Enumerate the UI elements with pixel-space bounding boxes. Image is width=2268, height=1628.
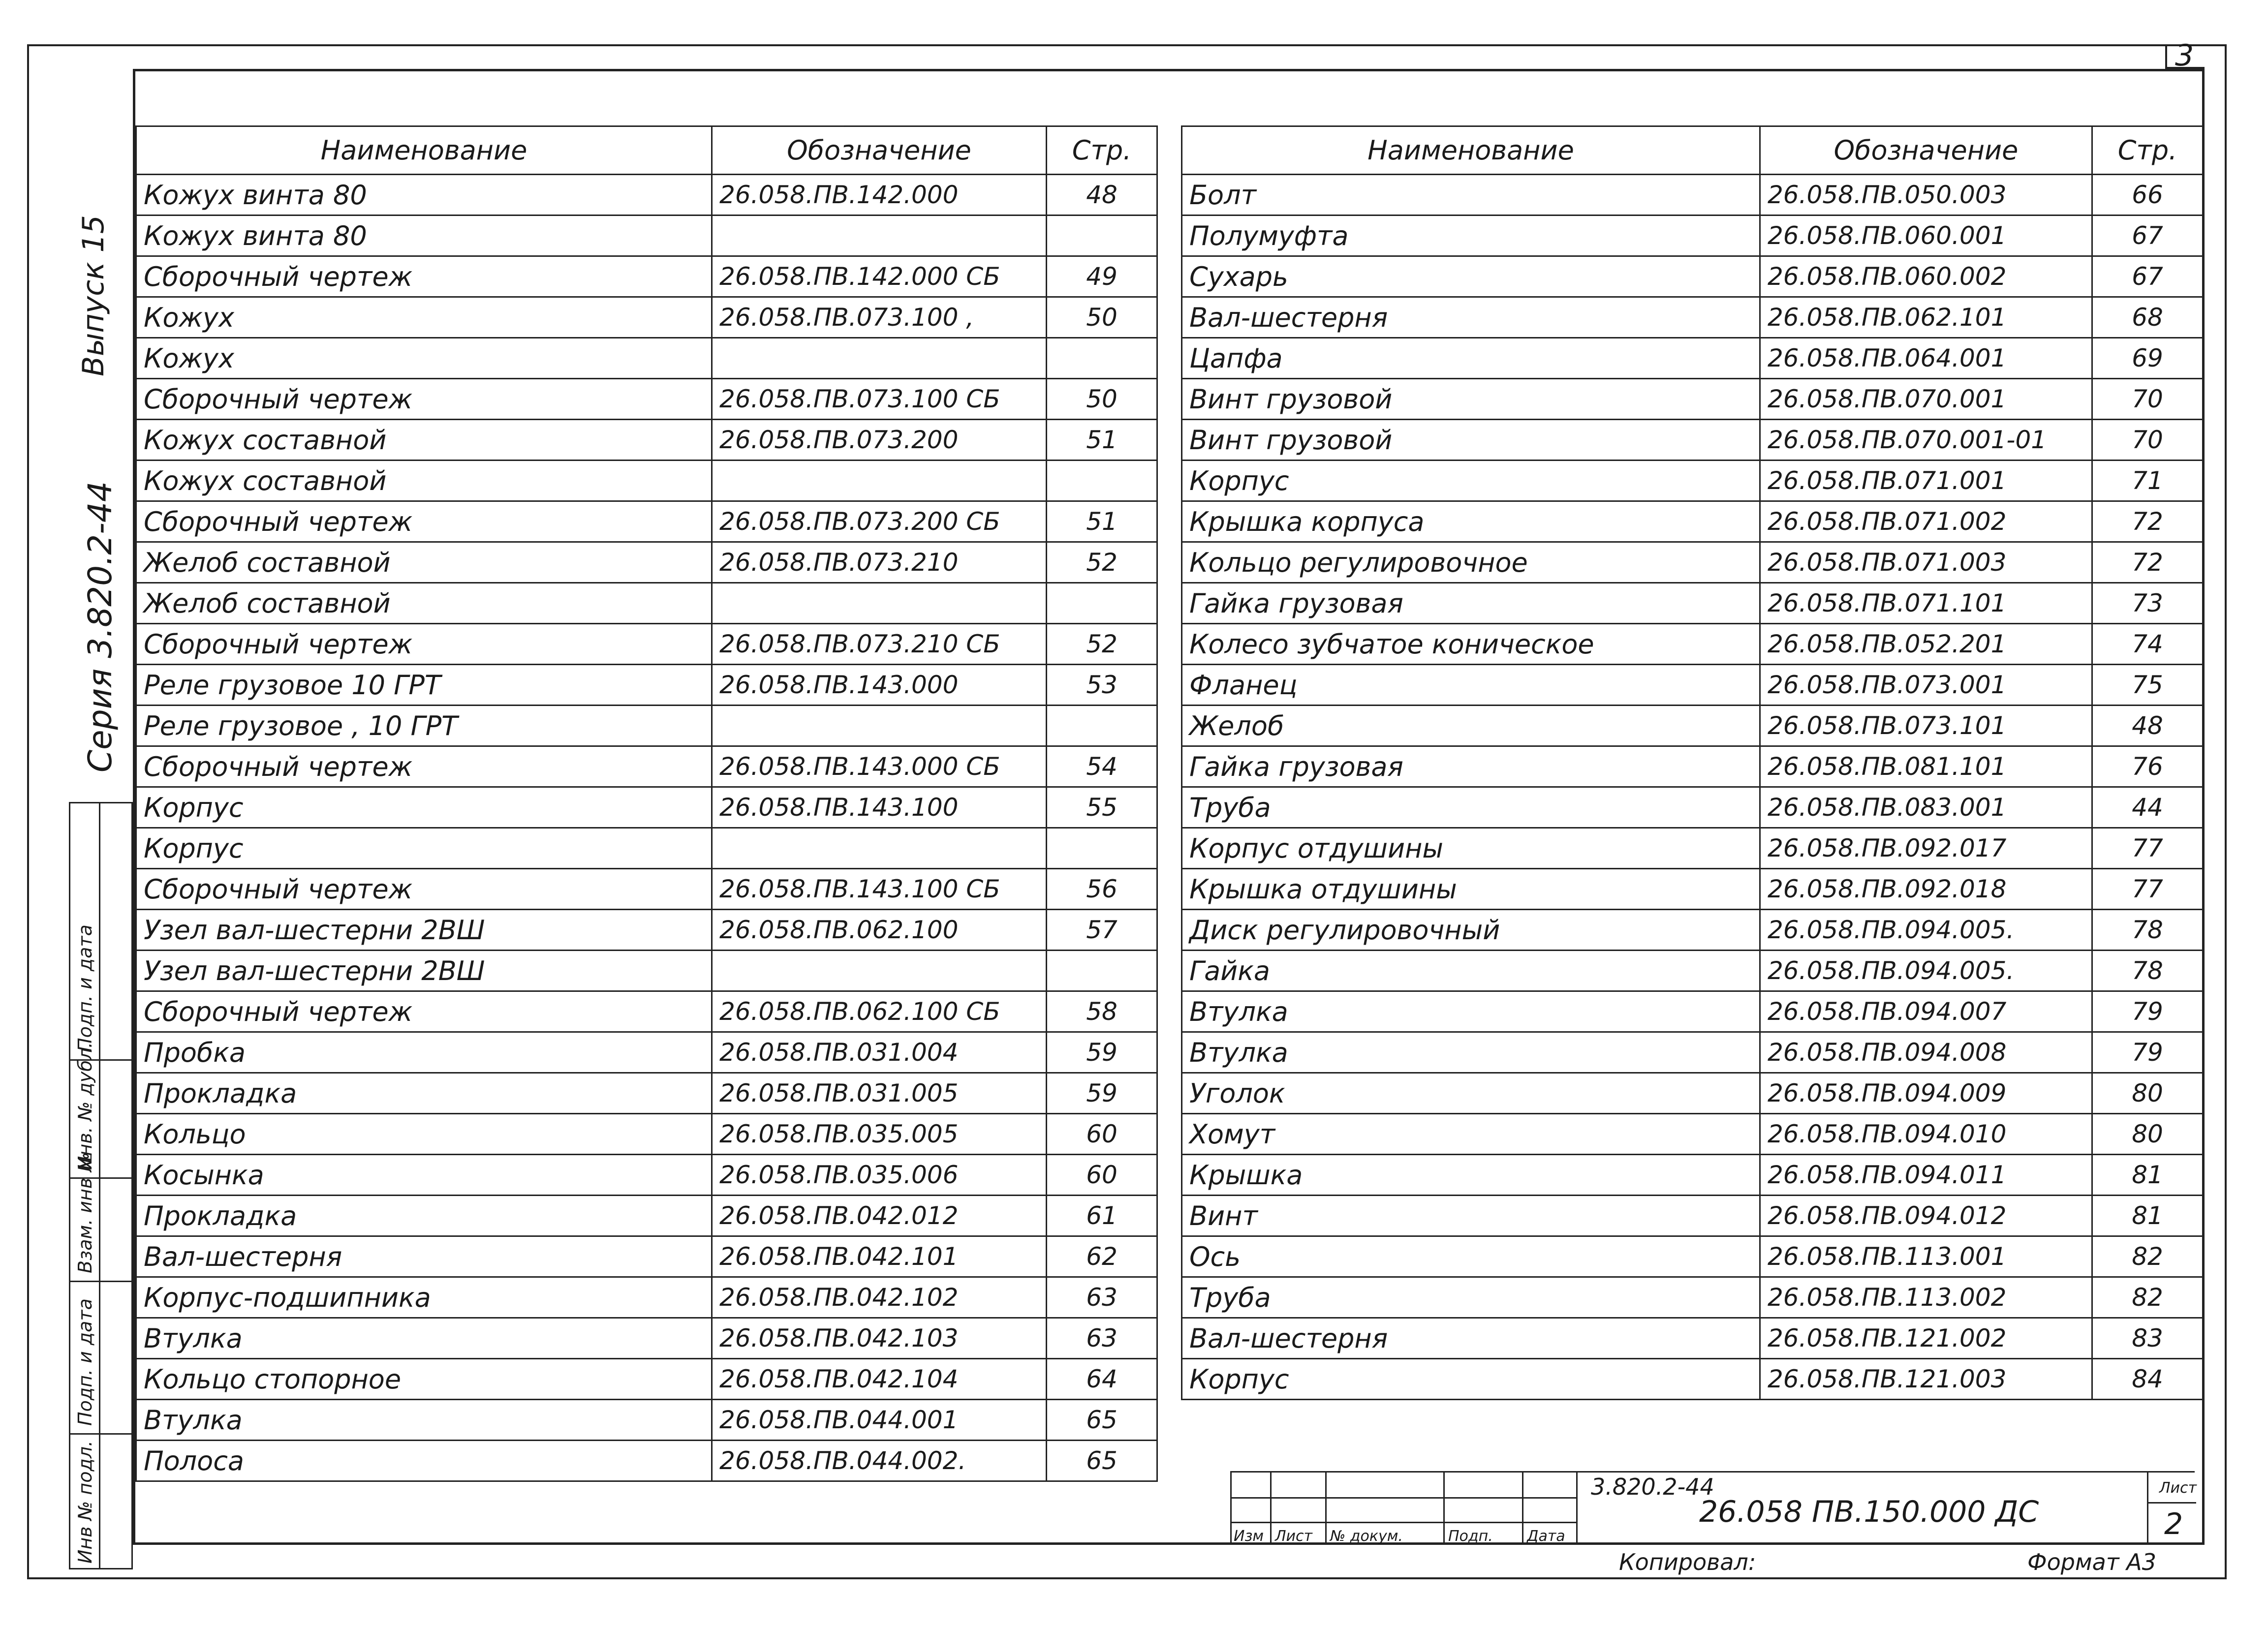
item-code: 26.058.ПВ.070.001 <box>1760 379 2092 420</box>
item-page <box>1047 461 1157 501</box>
item-name: Кожух <box>136 338 712 379</box>
item-name: Сборочный чертеж <box>136 501 712 542</box>
item-page: 59 <box>1047 1032 1157 1073</box>
item-page: 55 <box>1047 787 1157 828</box>
table-row <box>1182 1318 2203 1359</box>
item-page: 68 <box>2092 297 2203 338</box>
item-name: Желоб <box>1182 706 1760 746</box>
item-page: 80 <box>2092 1073 2203 1114</box>
tb-sheet-label: Лист <box>2159 1479 2197 1497</box>
table-row <box>136 542 1157 583</box>
item-code: 26.058.ПВ.073.101 <box>1760 706 2092 746</box>
table-row <box>136 338 1157 379</box>
table-row <box>136 461 1157 501</box>
stamp-label-inv: Инв № подл. <box>74 1440 96 1564</box>
copied-by-label: Копировал: <box>1619 1549 1756 1575</box>
item-page: 67 <box>2092 215 2203 256</box>
table-row <box>136 420 1157 461</box>
item-code: 26.058.ПВ.073.210 СБ <box>712 624 1047 665</box>
item-code: 26.058.ПВ.073.210 <box>712 542 1047 583</box>
format-label: Формат А3 <box>2027 1549 2156 1575</box>
title-block <box>1230 1471 2195 1545</box>
item-code: 26.058.ПВ.094.010 <box>1760 1114 2092 1155</box>
item-page: 81 <box>2092 1196 2203 1236</box>
table-row <box>136 828 1157 869</box>
item-name: Прокладка <box>136 1073 712 1114</box>
item-name: Сухарь <box>1182 256 1760 297</box>
item-code: 26.058.ПВ.044.001 <box>712 1400 1047 1441</box>
item-name: Колесо зубчатое коническое <box>1182 624 1760 665</box>
item-name: Вал-шестерня <box>1182 1318 1760 1359</box>
item-code: 26.058.ПВ.052.201 <box>1760 624 2092 665</box>
item-code: 26.058.ПВ.094.008 <box>1760 1032 2092 1073</box>
item-code: 26.058.ПВ.094.007 <box>1760 991 2092 1032</box>
item-code: 26.058.ПВ.062.100 <box>712 910 1047 951</box>
table-header-row <box>136 126 1157 175</box>
item-name: Прокладка <box>136 1196 712 1236</box>
item-page: 82 <box>2092 1236 2203 1277</box>
table-row <box>1182 1073 2203 1114</box>
table-row <box>1182 501 2203 542</box>
header-designation: Обозначение <box>1760 126 2092 175</box>
item-code: 26.058.ПВ.073.001 <box>1760 665 2092 706</box>
table-row <box>136 1073 1157 1114</box>
item-name: Сборочный чертеж <box>136 379 712 420</box>
table-row <box>1182 828 2203 869</box>
table-header-row <box>1182 126 2203 175</box>
table-row <box>1182 379 2203 420</box>
item-name: Цапфа <box>1182 338 1760 379</box>
item-code: 26.058.ПВ.073.200 <box>712 420 1047 461</box>
table-row <box>1182 1032 2203 1073</box>
item-code: 26.058.ПВ.073.100 СБ <box>712 379 1047 420</box>
item-page: 63 <box>1047 1277 1157 1318</box>
item-name: Кожух <box>136 297 712 338</box>
item-name: Сборочный чертеж <box>136 869 712 910</box>
table-row <box>136 1318 1157 1359</box>
table-row <box>1182 583 2203 624</box>
item-page: 78 <box>2092 910 2203 951</box>
item-page: 77 <box>2092 869 2203 910</box>
item-name: Винт грузовой <box>1182 420 1760 461</box>
left-spec-table <box>135 125 1158 1482</box>
header-page: Стр. <box>1047 126 1157 175</box>
table-row <box>1182 910 2203 951</box>
item-code: 26.058.ПВ.042.012 <box>712 1196 1047 1236</box>
item-page: 52 <box>1047 542 1157 583</box>
item-page: 77 <box>2092 828 2203 869</box>
item-code: 26.058.ПВ.042.102 <box>712 1277 1047 1318</box>
item-page: 49 <box>1047 256 1157 297</box>
table-row <box>1182 1359 2203 1400</box>
item-name: Кольцо стопорное <box>136 1359 712 1400</box>
item-code: 26.058.ПВ.035.006 <box>712 1155 1047 1196</box>
item-name: Втулка <box>136 1318 712 1359</box>
item-code: 26.058.ПВ.143.000 СБ <box>712 746 1047 787</box>
table-row <box>1182 787 2203 828</box>
item-name: Крышка отдушины <box>1182 869 1760 910</box>
table-row <box>136 787 1157 828</box>
item-code <box>712 828 1047 869</box>
item-name: Крышка <box>1182 1155 1760 1196</box>
item-code: 26.058.ПВ.094.005. <box>1760 951 2092 991</box>
table-row <box>136 1114 1157 1155</box>
item-name: Узел вал-шестерни 2ВШ <box>136 910 712 951</box>
item-page: 54 <box>1047 746 1157 787</box>
item-page: 84 <box>2092 1359 2203 1400</box>
item-code: 26.058.ПВ.035.005 <box>712 1114 1047 1155</box>
item-name: Корпус <box>1182 461 1760 501</box>
table-row <box>136 665 1157 706</box>
item-page: 63 <box>1047 1318 1157 1359</box>
item-name: Узел вал-шестерни 2ВШ <box>136 951 712 991</box>
table-row <box>136 501 1157 542</box>
issue-label: Выпуск 15 <box>76 215 111 376</box>
item-name: Корпус <box>136 828 712 869</box>
item-code: 26.058.ПВ.031.004 <box>712 1032 1047 1073</box>
tb-col-doc-no: № докум. <box>1330 1528 1403 1545</box>
item-page: 69 <box>2092 338 2203 379</box>
item-name: Крышка корпуса <box>1182 501 1760 542</box>
header-name: Наименование <box>1182 126 1760 175</box>
item-code: 26.058.ПВ.062.101 <box>1760 297 2092 338</box>
item-page: 57 <box>1047 910 1157 951</box>
tb-col-sign: Подп. <box>1448 1528 1493 1545</box>
item-page: 73 <box>2092 583 2203 624</box>
item-page: 53 <box>1047 665 1157 706</box>
item-name: Желоб составной <box>136 583 712 624</box>
table-row <box>136 1032 1157 1073</box>
item-name: Сборочный чертеж <box>136 746 712 787</box>
item-code <box>712 951 1047 991</box>
item-page: 51 <box>1047 420 1157 461</box>
item-code: 26.058.ПВ.071.002 <box>1760 501 2092 542</box>
item-name: Труба <box>1182 787 1760 828</box>
item-page <box>1047 951 1157 991</box>
item-page: 44 <box>2092 787 2203 828</box>
item-name: Сборочный чертеж <box>136 256 712 297</box>
item-page: 70 <box>2092 379 2203 420</box>
item-page: 60 <box>1047 1155 1157 1196</box>
item-code: 26.058.ПВ.060.002 <box>1760 256 2092 297</box>
item-code: 26.058.ПВ.073.200 СБ <box>712 501 1047 542</box>
item-page: 50 <box>1047 297 1157 338</box>
item-page: 81 <box>2092 1155 2203 1196</box>
item-name: Кольцо регулировочное <box>1182 542 1760 583</box>
item-code: 26.058.ПВ.092.018 <box>1760 869 2092 910</box>
item-name: Корпус отдушины <box>1182 828 1760 869</box>
item-name: Полоса <box>136 1441 712 1481</box>
table-row <box>1182 706 2203 746</box>
item-name: Кожух винта 80 <box>136 215 712 256</box>
item-name: Корпус-подшипника <box>136 1277 712 1318</box>
item-name: Винт грузовой <box>1182 379 1760 420</box>
item-page: 56 <box>1047 869 1157 910</box>
item-name: Ось <box>1182 1236 1760 1277</box>
item-code: 26.058.ПВ.071.003 <box>1760 542 2092 583</box>
item-page: 67 <box>2092 256 2203 297</box>
item-name: Уголок <box>1182 1073 1760 1114</box>
table-row <box>136 297 1157 338</box>
table-row <box>1182 991 2203 1032</box>
item-name: Сборочный чертеж <box>136 991 712 1032</box>
table-row <box>136 1441 1157 1481</box>
item-name: Кожух составной <box>136 461 712 501</box>
item-name: Вал-шестерня <box>136 1236 712 1277</box>
item-name: Вал-шестерня <box>1182 297 1760 338</box>
item-page: 58 <box>1047 991 1157 1032</box>
stamp-label-replace-inv: Взам. инв № <box>74 1152 96 1273</box>
table-row <box>1182 746 2203 787</box>
table-row <box>1182 420 2203 461</box>
item-page: 48 <box>2092 706 2203 746</box>
item-page: 74 <box>2092 624 2203 665</box>
table-row <box>136 706 1157 746</box>
item-code: 26.058.ПВ.064.001 <box>1760 338 2092 379</box>
item-name: Косынка <box>136 1155 712 1196</box>
sheet-number: 3 <box>2175 38 2194 73</box>
table-row <box>1182 665 2203 706</box>
item-code: 26.058.ПВ.042.103 <box>712 1318 1047 1359</box>
item-page: 62 <box>1047 1236 1157 1277</box>
item-page: 82 <box>2092 1277 2203 1318</box>
item-code: 26.058.ПВ.092.017 <box>1760 828 2092 869</box>
item-name: Полумуфта <box>1182 215 1760 256</box>
table-row <box>136 379 1157 420</box>
tb-col-change: Изм <box>1234 1528 1264 1545</box>
item-code <box>712 461 1047 501</box>
table-row <box>136 1155 1157 1196</box>
item-name: Гайка <box>1182 951 1760 991</box>
item-code: 26.058.ПВ.121.002 <box>1760 1318 2092 1359</box>
item-page: 51 <box>1047 501 1157 542</box>
header-name: Наименование <box>136 126 712 175</box>
table-row <box>1182 256 2203 297</box>
stamp-label-sign-date-2: Подп. и дата <box>74 924 96 1052</box>
tb-sheet-value: 2 <box>2164 1507 2183 1541</box>
item-page: 79 <box>2092 991 2203 1032</box>
table-row <box>136 991 1157 1032</box>
table-row <box>1182 1196 2203 1236</box>
item-page <box>1047 583 1157 624</box>
item-code <box>712 706 1047 746</box>
item-page: 65 <box>1047 1441 1157 1481</box>
table-row <box>1182 624 2203 665</box>
item-name: Хомут <box>1182 1114 1760 1155</box>
item-code: 26.058.ПВ.142.000 <box>712 175 1047 215</box>
item-name: Фланец <box>1182 665 1760 706</box>
item-code: 26.058.ПВ.044.002. <box>712 1441 1047 1481</box>
item-code: 26.058.ПВ.060.001 <box>1760 215 2092 256</box>
item-name: Труба <box>1182 1277 1760 1318</box>
item-code: 26.058.ПВ.113.002 <box>1760 1277 2092 1318</box>
item-code: 26.058.ПВ.081.101 <box>1760 746 2092 787</box>
item-code: 26.058.ПВ.071.001 <box>1760 461 2092 501</box>
item-name: Втулка <box>1182 991 1760 1032</box>
header-designation: Обозначение <box>712 126 1047 175</box>
item-name: Втулка <box>136 1400 712 1441</box>
table-row <box>1182 1114 2203 1155</box>
item-page <box>1047 338 1157 379</box>
item-page <box>1047 828 1157 869</box>
tb-document-code: 26.058 ПВ.150.000 ДС <box>1699 1495 2039 1529</box>
table-row <box>136 1359 1157 1400</box>
table-row <box>1182 951 2203 991</box>
item-page: 48 <box>1047 175 1157 215</box>
table-row <box>136 215 1157 256</box>
item-page: 75 <box>2092 665 2203 706</box>
table-row <box>136 1400 1157 1441</box>
table-row <box>1182 1236 2203 1277</box>
item-page: 70 <box>2092 420 2203 461</box>
item-name: Кольцо <box>136 1114 712 1155</box>
item-name: Реле грузовое 10 ГРТ <box>136 665 712 706</box>
item-code: 26.058.ПВ.094.005. <box>1760 910 2092 951</box>
tb-col-sheet: Лист <box>1275 1528 1313 1545</box>
table-row <box>136 1196 1157 1236</box>
item-name: Корпус <box>1182 1359 1760 1400</box>
table-row <box>136 1277 1157 1318</box>
right-spec-table <box>1181 125 2204 1400</box>
item-page: 72 <box>2092 501 2203 542</box>
item-name: Реле грузовое , 10 ГРТ <box>136 706 712 746</box>
item-code: 26.058.ПВ.143.100 <box>712 787 1047 828</box>
table-row <box>136 624 1157 665</box>
table-row <box>136 951 1157 991</box>
item-name: Гайка грузовая <box>1182 583 1760 624</box>
item-name: Сборочный чертеж <box>136 624 712 665</box>
item-page: 50 <box>1047 379 1157 420</box>
item-page: 71 <box>2092 461 2203 501</box>
item-code: 26.058.ПВ.073.100 , <box>712 297 1047 338</box>
table-row <box>1182 215 2203 256</box>
item-code: 26.058.ПВ.121.003 <box>1760 1359 2092 1400</box>
item-page: 59 <box>1047 1073 1157 1114</box>
item-page: 79 <box>2092 1032 2203 1073</box>
table-row <box>1182 869 2203 910</box>
item-code <box>712 338 1047 379</box>
table-row <box>136 175 1157 215</box>
table-row <box>1182 297 2203 338</box>
item-page: 60 <box>1047 1114 1157 1155</box>
item-code: 26.058.ПВ.094.009 <box>1760 1073 2092 1114</box>
item-code: 26.058.ПВ.050.003 <box>1760 175 2092 215</box>
table-row <box>136 910 1157 951</box>
item-code: 26.058.ПВ.071.101 <box>1760 583 2092 624</box>
item-page: 78 <box>2092 951 2203 991</box>
item-name: Болт <box>1182 175 1760 215</box>
item-name: Винт <box>1182 1196 1760 1236</box>
table-row <box>1182 1155 2203 1196</box>
item-page: 83 <box>2092 1318 2203 1359</box>
item-page: 52 <box>1047 624 1157 665</box>
item-code: 26.058.ПВ.062.100 СБ <box>712 991 1047 1032</box>
item-page: 65 <box>1047 1400 1157 1441</box>
header-page: Стр. <box>2092 126 2203 175</box>
item-page: 72 <box>2092 542 2203 583</box>
table-row <box>1182 461 2203 501</box>
item-code: 26.058.ПВ.113.001 <box>1760 1236 2092 1277</box>
item-name: Пробка <box>136 1032 712 1073</box>
side-stamp <box>69 802 133 1569</box>
item-page <box>1047 706 1157 746</box>
table-row <box>1182 542 2203 583</box>
series-label: Серия 3.820.2-44 <box>81 481 119 772</box>
item-code <box>712 583 1047 624</box>
item-code: 26.058.ПВ.031.005 <box>712 1073 1047 1114</box>
item-name: Диск регулировочный <box>1182 910 1760 951</box>
stamp-label-sign-date: Подп. и дата <box>74 1298 96 1426</box>
item-page: 61 <box>1047 1196 1157 1236</box>
item-code <box>712 215 1047 256</box>
table-row <box>136 746 1157 787</box>
table-row <box>136 1236 1157 1277</box>
item-name: Кожух винта 80 <box>136 175 712 215</box>
item-page: 66 <box>2092 175 2203 215</box>
item-code: 26.058.ПВ.042.104 <box>712 1359 1047 1400</box>
item-name: Корпус <box>136 787 712 828</box>
item-page: 64 <box>1047 1359 1157 1400</box>
item-code: 26.058.ПВ.094.011 <box>1760 1155 2092 1196</box>
item-code: 26.058.ПВ.094.012 <box>1760 1196 2092 1236</box>
table-row <box>1182 1277 2203 1318</box>
item-code: 26.058.ПВ.070.001-01 <box>1760 420 2092 461</box>
item-code: 26.058.ПВ.083.001 <box>1760 787 2092 828</box>
tb-col-date: Дата <box>1527 1528 1565 1545</box>
item-page: 76 <box>2092 746 2203 787</box>
table-row <box>136 256 1157 297</box>
item-name: Желоб составной <box>136 542 712 583</box>
table-row <box>1182 175 2203 215</box>
table-row <box>1182 338 2203 379</box>
tb-series-code: 3.820.2-44 <box>1591 1474 1714 1500</box>
item-name: Кожух составной <box>136 420 712 461</box>
table-row <box>136 583 1157 624</box>
stamp-label-dupl-inv: Инв. № дубл. <box>74 1042 96 1170</box>
item-code: 26.058.ПВ.142.000 СБ <box>712 256 1047 297</box>
item-page: 80 <box>2092 1114 2203 1155</box>
item-code: 26.058.ПВ.143.100 СБ <box>712 869 1047 910</box>
item-code: 26.058.ПВ.143.000 <box>712 665 1047 706</box>
item-name: Гайка грузовая <box>1182 746 1760 787</box>
table-row <box>136 869 1157 910</box>
item-code: 26.058.ПВ.042.101 <box>712 1236 1047 1277</box>
item-page <box>1047 215 1157 256</box>
item-name: Втулка <box>1182 1032 1760 1073</box>
